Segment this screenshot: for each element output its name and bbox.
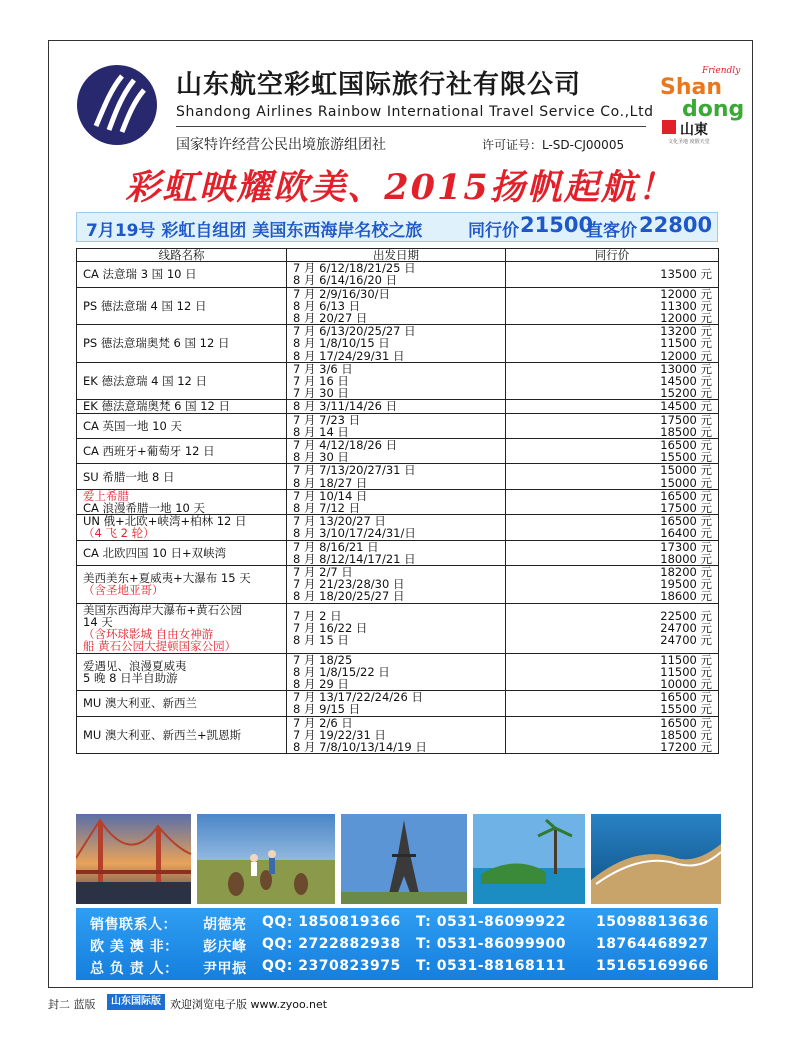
depart-date-line: 7 月 2 日 (293, 608, 342, 623)
trade-price-line: 15500 元 (660, 702, 712, 717)
shandong-logo-tagline: 文化圣地 度假天堂 (668, 139, 710, 144)
trade-price-cell (506, 566, 719, 604)
trade-price-cell (506, 287, 719, 325)
promo-banner (76, 212, 718, 242)
depart-date-line: 7 月 8/16/21 日 (293, 539, 379, 554)
trade-price-line: 22500 元 (660, 608, 712, 623)
route-name-line: CA 法意瑞 3 国 10 日 (83, 267, 197, 282)
promo-direct-label: 直客价 (586, 221, 637, 241)
route-name-line: 美西美东+夏威夷+大瀑布 15 天 (83, 571, 251, 586)
trade-price-cell (506, 716, 719, 754)
depart-date-cell (287, 540, 506, 565)
route-name-cell (77, 413, 287, 438)
route-name-line: MU 澳大利亚、新西兰+凯恩斯 (83, 727, 242, 742)
depart-date-cell (287, 716, 506, 754)
contact-tel: T: 0531-88168111 (416, 958, 566, 974)
depart-date-line: 7 月 19/22/31 日 (293, 727, 386, 742)
depart-date-line: 8 月 9/15 日 (293, 702, 361, 717)
depart-date-cell (287, 653, 506, 691)
route-name-cell (77, 400, 287, 413)
contact-name: 彭庆峰 (203, 939, 247, 955)
shandong-logo-word2: dong (682, 97, 745, 122)
depart-date-cell (287, 566, 506, 604)
route-name-line: EK 德法意瑞奥梵 6 国 12 日 (83, 399, 231, 414)
depart-date-line: 7 月 30 日 (293, 386, 349, 401)
depart-date-line: 7 月 10/14 日 (293, 488, 368, 503)
route-name-cell (77, 362, 287, 400)
depart-date-cell (287, 489, 506, 514)
trade-price-cell (506, 603, 719, 653)
table-row (77, 515, 719, 540)
contact-mobile: 15098813636 (596, 914, 709, 930)
route-name-cell (77, 489, 287, 514)
header-route-name: 线路名称 (77, 249, 287, 262)
trade-price-line: 14500 元 (660, 374, 712, 389)
depart-date-line: 8 月 14 日 (293, 424, 349, 439)
depart-date-line: 8 月 18/20/25/27 日 (293, 589, 405, 604)
depart-date-cell (287, 691, 506, 716)
route-name-line: 5 晚 8 日半自助游 (83, 670, 178, 685)
depart-date-cell (287, 362, 506, 400)
route-name-cell (77, 439, 287, 464)
depart-date-line: 7 月 3/6 日 (293, 361, 353, 376)
depart-date-cell (287, 464, 506, 489)
depart-date-line: 8 月 1/8/15/22 日 (293, 664, 390, 679)
contact-name: 胡德亮 (203, 917, 247, 933)
route-name-line: EK 德法意瑞 4 国 12 日 (83, 374, 208, 389)
depart-date-line: 8 月 1/8/10/15 日 (293, 336, 390, 351)
depart-date-cell (287, 325, 506, 363)
contact-mobile: 18764468927 (596, 936, 709, 952)
license-description: 国家特许经营公民出境旅游组团社 (176, 137, 386, 153)
route-name-line: 船 黄石公园大提顿国家公园） (83, 639, 237, 654)
promo-trade-price: 21500 (520, 213, 594, 237)
depart-date-line: 8 月 20/27 日 (293, 311, 368, 326)
depart-date-cell (287, 439, 506, 464)
table-row (77, 489, 719, 514)
trade-price-cell (506, 653, 719, 691)
trade-price-line: 16500 元 (660, 715, 712, 730)
trade-price-line: 15000 元 (660, 463, 712, 478)
trade-price-cell (506, 400, 719, 413)
depart-date-line: 7 月 4/12/18/26 日 (293, 438, 398, 453)
trade-price-cell (506, 325, 719, 363)
depart-date-line: 7 月 2/7 日 (293, 565, 353, 580)
header-trade-price: 同行价 (506, 249, 719, 262)
route-name-line: CA 西班牙+葡萄牙 12 日 (83, 444, 215, 459)
trade-price-line: 18500 元 (660, 727, 712, 742)
contact-row (76, 958, 718, 980)
depart-date-line: 7 月 2/9/16/30/日 (293, 286, 391, 301)
depart-date-line: 7 月 2/6 日 (293, 715, 353, 730)
depart-date-line: 8 月 3/10/17/24/31/日 (293, 526, 416, 541)
depart-date-line: 7 月 7/13/20/27/31 日 (293, 463, 416, 478)
footer-browse-link[interactable]: 欢迎浏览电子版 www.zyoo.net (170, 998, 328, 1011)
contact-qq: QQ: 1850819366 (262, 914, 401, 930)
route-name-line: （含圣地亚哥） (83, 583, 164, 598)
trade-price-line: 12000 元 (660, 311, 712, 326)
trade-price-line: 16500 元 (660, 514, 712, 529)
footer-edition-tag: 山东国际版 (107, 994, 165, 1010)
table-row (77, 603, 719, 653)
contact-role: 销售联系人： (90, 917, 177, 933)
trade-price-cell (506, 362, 719, 400)
trade-price-cell (506, 691, 719, 716)
route-name-cell (77, 603, 287, 653)
depart-date-line: 8 月 6/14/16/20 日 (293, 273, 398, 288)
trade-price-line: 18000 元 (660, 551, 712, 566)
depart-date-line: 7 月 13/20/27 日 (293, 514, 386, 529)
depart-date-line: 7 月 21/23/28/30 日 (293, 577, 405, 592)
depart-date-line: 8 月 8/12/14/17/21 日 (293, 551, 416, 566)
trade-price-line: 16500 元 (660, 488, 712, 503)
depart-date-cell (287, 262, 506, 287)
depart-date-cell (287, 400, 506, 413)
table-row (77, 439, 719, 464)
table-row (77, 691, 719, 716)
route-name-cell (77, 566, 287, 604)
route-name-line: PS 德法意瑞 4 国 12 日 (83, 298, 207, 313)
route-name-line: UN 俄+北欧+峡湾+柏林 12 日 (83, 514, 247, 529)
depart-date-line: 8 月 6/13 日 (293, 298, 361, 313)
route-name-cell (77, 325, 287, 363)
contact-role: 总 负 责 人： (90, 961, 179, 977)
trade-price-line: 18500 元 (660, 424, 712, 439)
route-name-cell (77, 262, 287, 287)
trade-price-line: 13200 元 (660, 324, 712, 339)
trade-price-line: 11500 元 (660, 652, 712, 667)
route-name-line: SU 希腊一地 8 日 (83, 469, 175, 484)
trade-price-line: 11500 元 (660, 336, 712, 351)
trade-price-cell (506, 540, 719, 565)
license-number: 许可证号：L-SD-CJ00005 (482, 138, 625, 152)
contact-row (76, 914, 718, 936)
trade-price-line: 17500 元 (660, 412, 712, 427)
shandong-logo-script: Friendly (702, 66, 741, 76)
depart-date-line: 8 月 15 日 (293, 633, 349, 648)
route-name-line: （4 飞 2 轮） (83, 526, 155, 541)
trade-price-line: 11300 元 (660, 298, 712, 313)
depart-date-line: 7 月 6/13/20/25/27 日 (293, 324, 416, 339)
route-name-cell (77, 540, 287, 565)
slogan-banner: 彩虹映耀欧美、2015扬帆起航！ (125, 167, 675, 208)
contact-row (76, 936, 718, 958)
trade-price-line: 17200 元 (660, 739, 712, 754)
trade-price-cell (506, 262, 719, 287)
route-name-line: 爱上希腊 (83, 488, 129, 503)
company-name-en: Shandong Airlines Rainbow International Travel Service Co.,Ltd (176, 104, 654, 120)
route-name-cell (77, 515, 287, 540)
route-name-cell (77, 464, 287, 489)
photo-coastline-aerial (591, 814, 721, 904)
route-name-line: CA 英国一地 10 天 (83, 418, 182, 433)
route-name-line: PS 德法意瑞奥梵 6 国 12 日 (83, 336, 230, 351)
table-row (77, 262, 719, 287)
route-name-line: 爱遇见、浪漫夏威夷 (83, 658, 187, 673)
shandong-logo (658, 64, 746, 144)
route-name-line: （含环球影城 自由女神游 (83, 627, 214, 642)
trade-price-line: 24700 元 (660, 633, 712, 648)
photo-golden-gate-bridge (76, 814, 191, 904)
depart-date-line: 7 月 16/22 日 (293, 620, 368, 635)
contact-mobile: 15165169966 (596, 958, 709, 974)
trade-price-line: 15500 元 (660, 450, 712, 465)
trade-price-line: 16500 元 (660, 690, 712, 705)
route-price-table (76, 248, 719, 754)
trade-price-line: 13500 元 (660, 267, 712, 282)
depart-date-cell (287, 515, 506, 540)
depart-date-line: 7 月 13/17/22/24/26 日 (293, 690, 423, 705)
depart-date-line: 7 月 18/25 (293, 652, 353, 667)
trade-price-cell (506, 515, 719, 540)
depart-date-line: 7 月 7/23 日 (293, 412, 361, 427)
depart-date-line: 8 月 17/24/29/31 日 (293, 348, 405, 363)
table-row (77, 540, 719, 565)
trade-price-line: 12000 元 (660, 286, 712, 301)
shandong-logo-word1: Shan (660, 75, 723, 100)
trade-price-line: 13000 元 (660, 361, 712, 376)
table-row (77, 287, 719, 325)
depart-date-line: 8 月 30 日 (293, 450, 349, 465)
depart-date-line: 8 月 18/27 日 (293, 475, 368, 490)
trade-price-line: 16400 元 (660, 526, 712, 541)
photo-eiffel-tower (341, 814, 467, 904)
depart-date-line: 8 月 7/12 日 (293, 501, 361, 516)
route-name-cell (77, 287, 287, 325)
route-name-cell (77, 716, 287, 754)
depart-date-cell (287, 603, 506, 653)
contact-tel: T: 0531-86099922 (416, 914, 566, 930)
trade-price-line: 18600 元 (660, 589, 712, 604)
trade-price-line: 17500 元 (660, 501, 712, 516)
depart-date-line: 7 月 6/12/18/21/25 日 (293, 261, 416, 276)
header-divider (176, 126, 646, 127)
table-row (77, 566, 719, 604)
contact-tel: T: 0531-86099900 (416, 936, 566, 952)
route-name-cell (77, 653, 287, 691)
route-name-line: 美国东西海岸大瀑布+黄石公园 (83, 602, 243, 617)
table-row (77, 400, 719, 413)
trade-price-cell (506, 439, 719, 464)
route-name-line: CA 浪漫希腊一地 10 天 (83, 501, 205, 516)
table-row (77, 362, 719, 400)
trade-price-line: 24700 元 (660, 620, 712, 635)
trade-price-line: 18200 元 (660, 565, 712, 580)
depart-date-line: 8 月 29 日 (293, 676, 349, 691)
table-row (77, 716, 719, 754)
depart-date-cell (287, 287, 506, 325)
contact-role: 欧 美 澳 非： (90, 939, 179, 955)
route-name-cell (77, 691, 287, 716)
depart-date-line: 8 月 7/8/10/13/14/19 日 (293, 739, 427, 754)
header-depart-date: 出发日期 (287, 249, 506, 262)
destination-photo-strip (76, 814, 721, 904)
promo-direct-price: 22800 (639, 213, 713, 237)
shandong-logo-brand: 山東 (680, 122, 708, 138)
contact-name: 尹甲振 (203, 961, 247, 977)
trade-price-line: 17300 元 (660, 539, 712, 554)
depart-date-cell (287, 413, 506, 438)
company-name-cn: 山东航空彩虹国际旅行社有限公司 (176, 70, 582, 100)
table-row (77, 413, 719, 438)
route-name-line: 14 天 (83, 614, 113, 629)
trade-price-line: 19500 元 (660, 577, 712, 592)
contact-qq: QQ: 2370823975 (262, 958, 401, 974)
depart-date-line: 7 月 16 日 (293, 374, 349, 389)
trade-price-line: 11500 元 (660, 664, 712, 679)
promo-title: 7月19号 彩虹自组团 美国东西海岸名校之旅 (86, 221, 423, 241)
trade-price-cell (506, 464, 719, 489)
footer-page-label: 封二 蓝版 (48, 998, 96, 1011)
route-name-line: MU 澳大利亚、新西兰 (83, 696, 197, 711)
trade-price-line: 12000 元 (660, 348, 712, 363)
contact-panel (76, 908, 718, 980)
trade-price-line: 16500 元 (660, 438, 712, 453)
trade-price-line: 14500 元 (660, 399, 712, 414)
company-logo (76, 64, 158, 146)
trade-price-line: 10000 元 (660, 676, 712, 691)
trade-price-cell (506, 413, 719, 438)
trade-price-line: 15000 元 (660, 475, 712, 490)
depart-date-line: 8 月 3/11/14/26 日 (293, 399, 398, 414)
contact-qq: QQ: 2722882938 (262, 936, 401, 952)
trade-price-line: 15200 元 (660, 386, 712, 401)
trade-price-cell (506, 489, 719, 514)
route-name-line: CA 北欧四国 10 日+双峡湾 (83, 545, 227, 560)
table-row (77, 325, 719, 363)
table-row (77, 464, 719, 489)
photo-tropical-island (473, 814, 585, 904)
photo-kangaroos-field (197, 814, 335, 904)
table-row (77, 653, 719, 691)
promo-trade-label: 同行价 (468, 221, 519, 241)
